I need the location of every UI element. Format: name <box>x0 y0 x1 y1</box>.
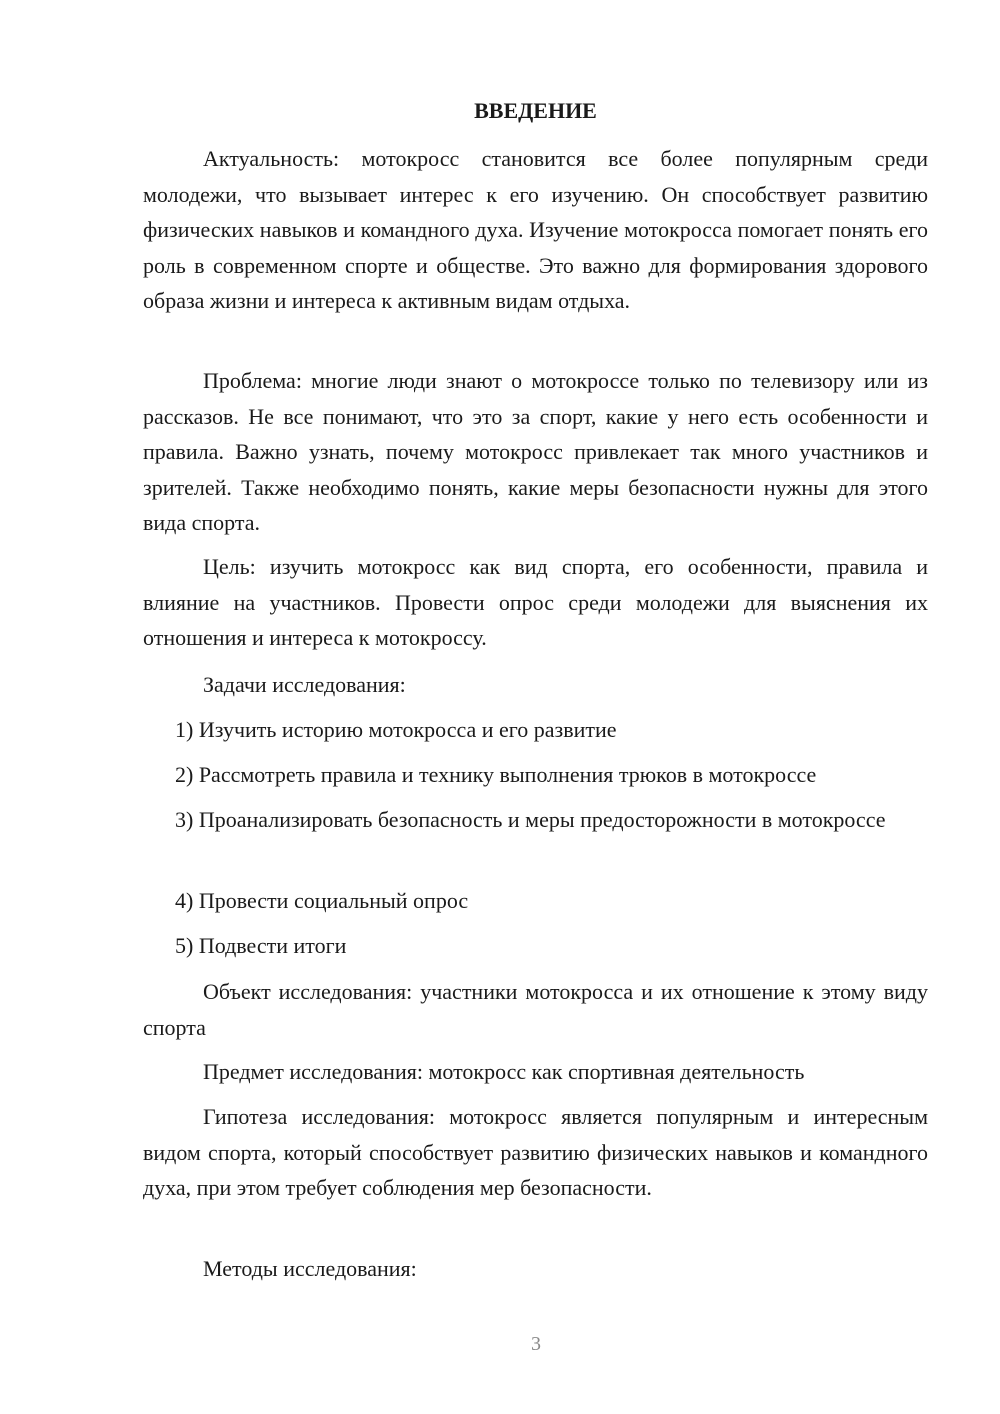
goal-paragraph: Цель: изучить мотокросс как вид спорта, его особенности, правила и влияние на участников. Провести опрос среди молодежи для выяснения их отношения и интереса к мотокроссу. <box>143 554 928 650</box>
relevance-paragraph: Актуальность: мотокросс становится все более популярным среди молодежи, что вызывает интерес к его изучению. Он способствует развитию физических навыков и командного духа. Изучение мотокросса помогает понять его роль в современном спорте и обществе. Это важно для формирования здорового образа жизни и интереса к активным видам отдыха. <box>143 146 928 313</box>
task-item-5: 5) Подвести итоги <box>175 933 347 958</box>
methods-heading: Методы исследования: <box>203 1256 417 1281</box>
object-paragraph: Объект исследования: участники мотокросса и их отношение к этому виду спорта <box>143 979 928 1040</box>
task-item-3: 3) Проанализировать безопасность и меры предосторожности в мотокроссе <box>175 807 886 832</box>
problem-paragraph: Проблема: многие люди знают о мотокроссе только по телевизору или из рассказов. Не все понимают, что это за спорт, какие у него есть особенности и правила. Важно узнать, почему мотокросс привлекает так много участников и зрителей. Также необходимо понять, какие меры безопасности нужны для этого вида спорта. <box>143 368 928 535</box>
task-item-4: 4) Провести социальный опрос <box>175 888 469 913</box>
subject-paragraph: Предмет исследования: мотокросс как спортивная деятельность <box>203 1059 805 1084</box>
page-title: ВВЕДЕНИЕ <box>474 98 597 123</box>
task-item-1: 1) Изучить историю мотокросса и его развитие <box>175 717 617 742</box>
page-number: 3 <box>531 1333 541 1355</box>
tasks-heading: Задачи исследования: <box>203 672 406 697</box>
hypothesis-paragraph: Гипотеза исследования: мотокросс является популярным и интересным видом спорта, который способствует развитию физических навыков и командного духа, при этом требует соблюдения мер безопасности. <box>143 1104 928 1200</box>
task-item-2: 2) Рассмотреть правила и технику выполнения трюков в мотокроссе <box>175 762 817 787</box>
